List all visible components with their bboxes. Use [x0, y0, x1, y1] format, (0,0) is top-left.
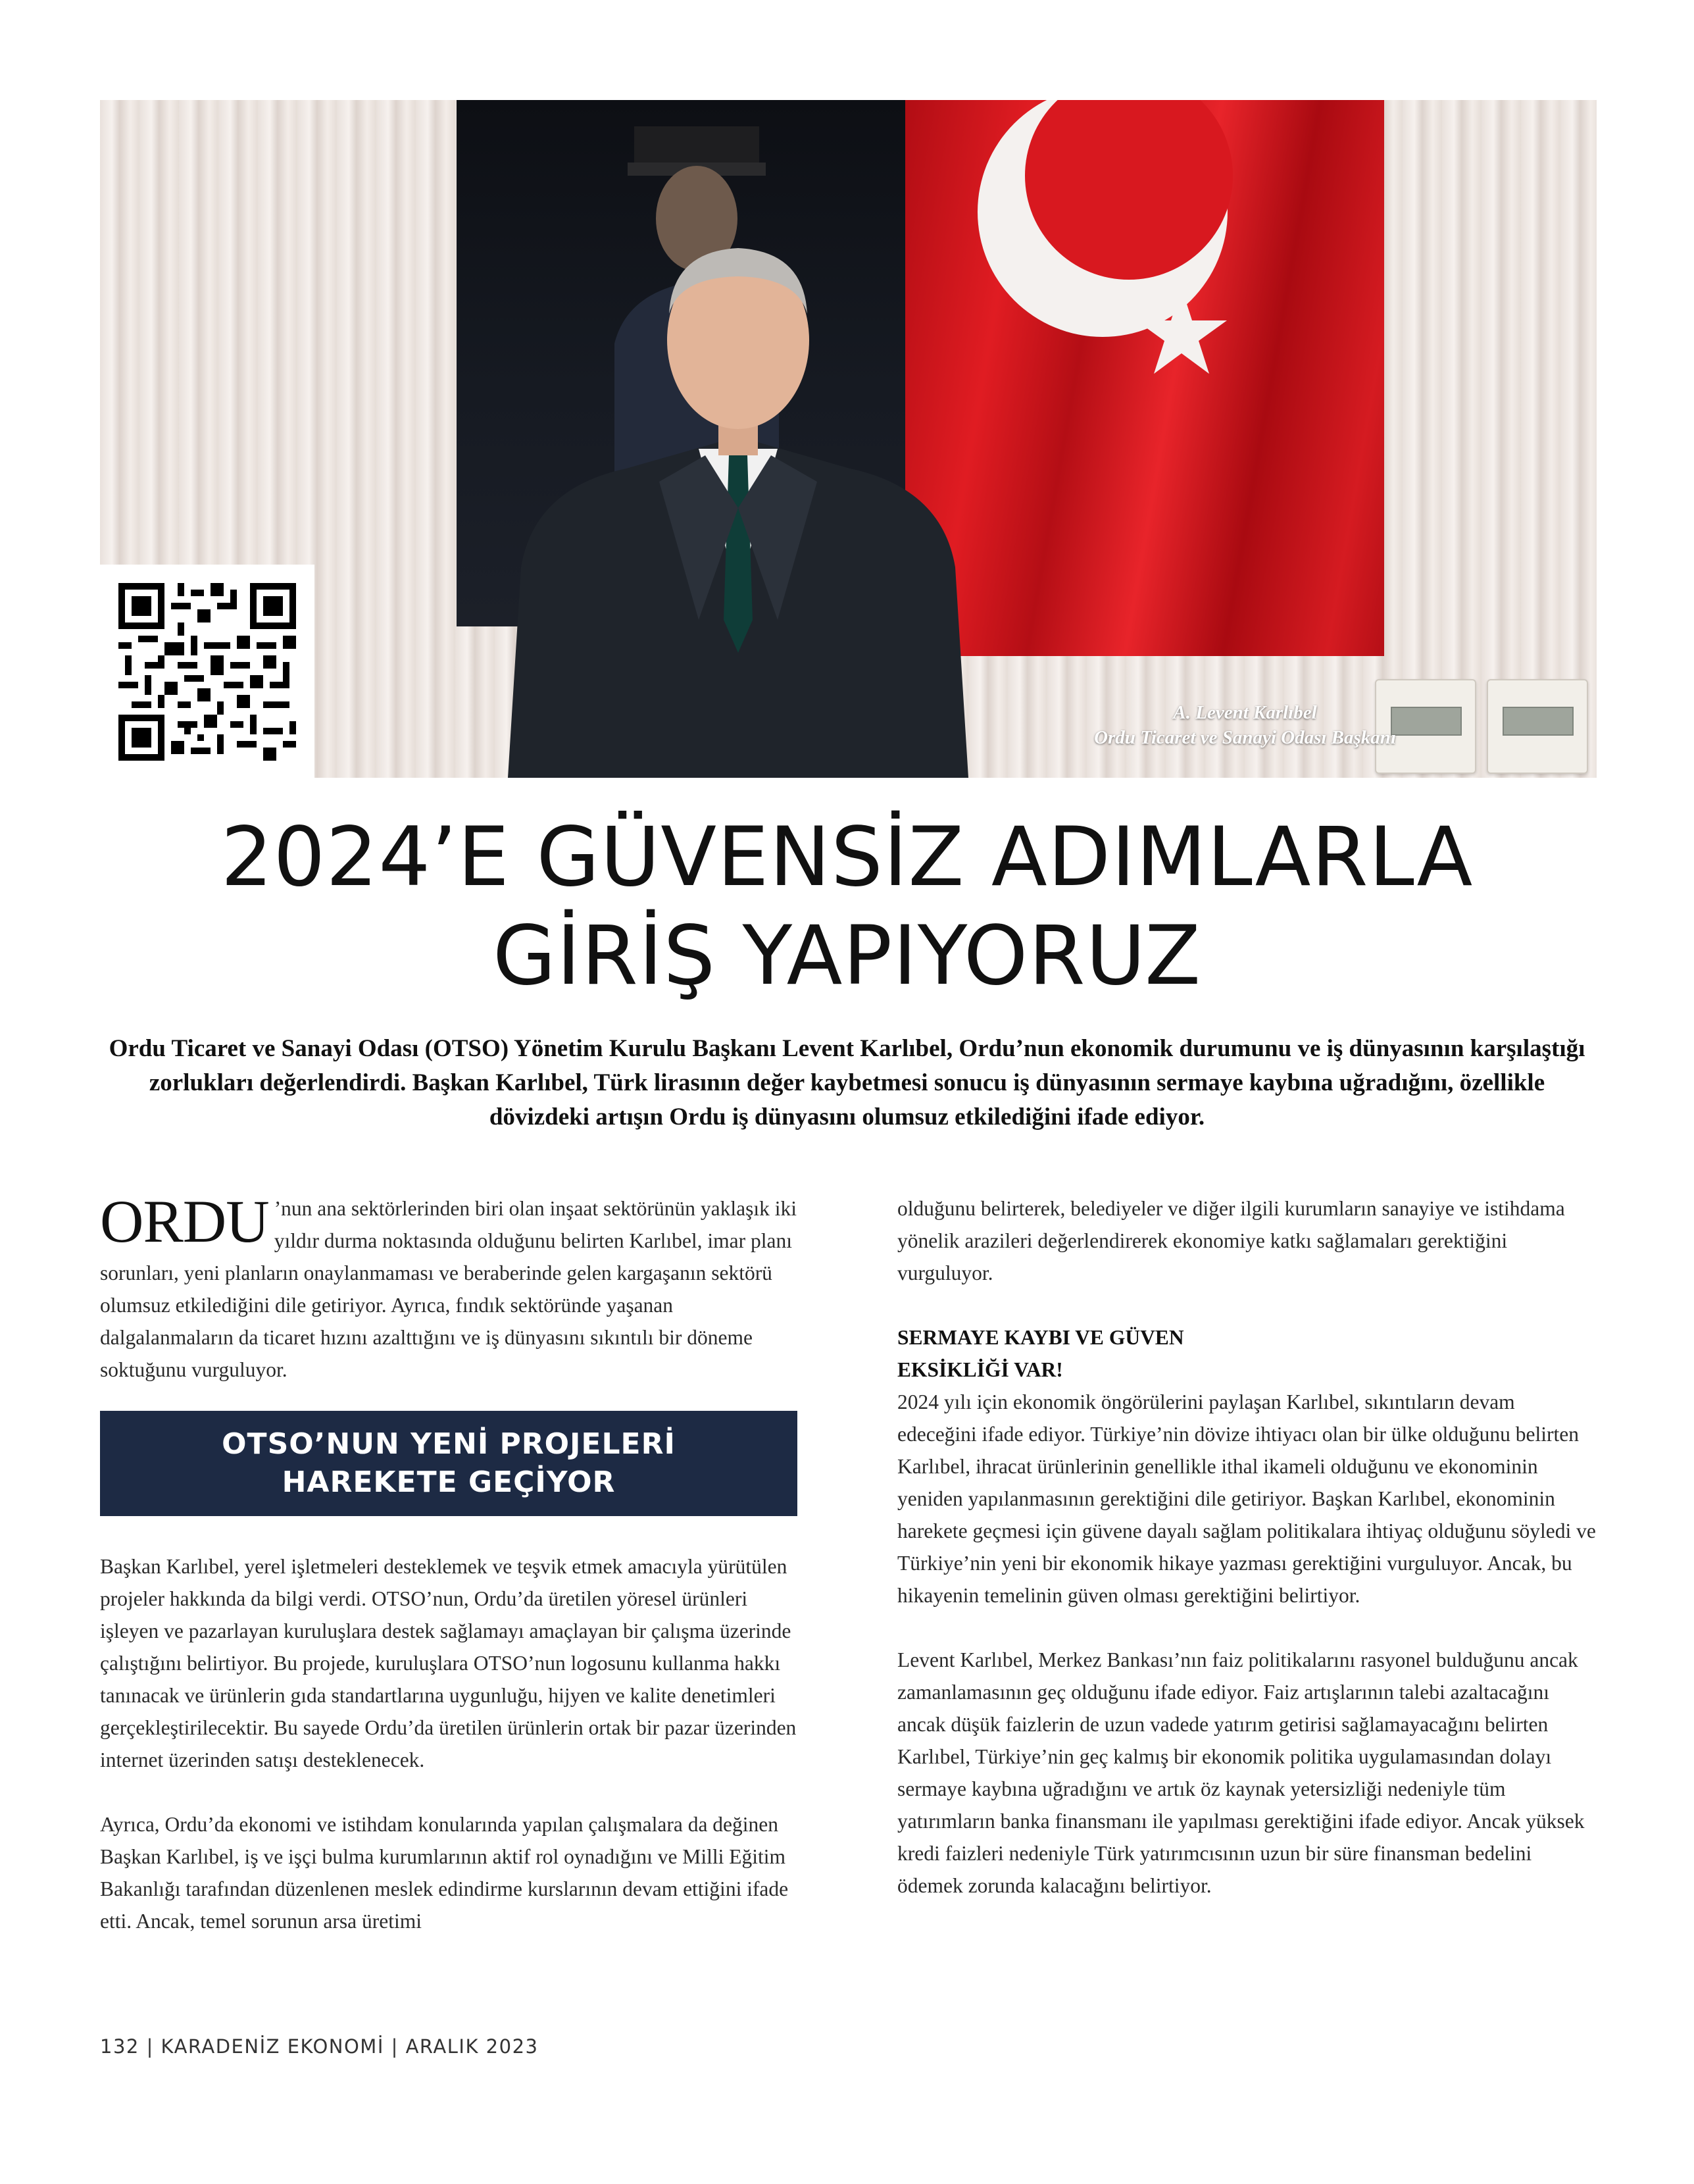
right-paragraph-2: 2024 yılı için ekonomik öngörülerini paylaşan Karlıbel, sıkıntıların devam edeceğini ifade ediyor. Türkiye’nin dövize ihtiyacı olan bir ülke olduğunu belirten Karlıbel, ihracat ürünlerinin genellikle ithal ikameli olduğunu ve ekonominin yeniden yapılanmasının gerektiğini dile getiriyor. Başkan Karlıbel, ekonominin harekete geçmesi için güvene dayalı sağlam politikalara ihtiyaç olduğunu söyledi ve Türkiye’nin yeni bir ekonomik hikaye yazması gerektiğini vurguluyor. Ancak, bu hikayenin temelinin güven olması gerektiğini belirtiyor. — [897, 1390, 1596, 1607]
crescent-star-icon — [905, 100, 1384, 656]
caption-role: Ordu Ticaret ve Sanayi Odası Başkanı — [1094, 727, 1396, 748]
page-footer: 132 | KARADENİZ EKONOMİ | ARALIK 2023 — [100, 2035, 539, 2058]
turkish-flag — [905, 100, 1384, 656]
left-paragraph-1-text: ’nun ana sektörlerinden biri olan inşaat sektörünün yaklaşık iki yıldır durma noktasında olduğunu belirten Karlıbel, imar planı sorunları, yeni planların onaylanmaması ve beraberinde gelen kargaşanın sektörü olumsuz etkilediğini dile getiriyor. Ayrıca, fındık sektöründe yaşanan dalgalanmaların da ticaret hızını azalttığını ve iş dünyasını sıkıntılı bir döneme soktuğunu vurguluyor. — [100, 1197, 797, 1381]
photo-caption — [1094, 700, 1396, 750]
banner-line-2: HAREKETE GEÇİYOR — [282, 1465, 616, 1499]
right-column — [897, 1192, 1596, 1902]
left-column-lower — [100, 1550, 797, 1937]
article-title — [0, 808, 1694, 1005]
left-paragraph-2: Başkan Karlıbel, yerel işletmeleri desteklemek ve teşvik etmek amacıyla yürütülen projeler hakkında da bilgi verdi. OTSO’nun, Ordu’da üretilen yöresel ürünleri işleyen ve pazarlayan kuruluşlara destek sağlamayı amaçlayan bir çalışma üzerinde çalıştığını belirtiyor. Bu projede, kuruluşlara OTSO’nun logosunu kullanma hakkı tanınacak ve ürünlerin gıda standartlarına uygunluğu, hijyen ve kalite denetimleri gerçekleştirilecektir. Bu sayede Ordu’da üretilen ürünlerin ortak bir pazar üzerinden internet üzerinden satışı desteklenecek. — [100, 1555, 797, 1771]
article-lead: Ordu Ticaret ve Sanayi Odası (OTSO) Yönetim Kurulu Başkanı Levent Karlıbel, Ordu’nun ekonomik durumunu ve iş dünyasının karşılaştığı zorlukları değerlendirdi. Başkan Karlıbel, Türk lirasının değer kaybetmesi sonucu iş dünyasının sermaye kaybına uğradığını, özellikle dövizdeki artışın Ordu iş dünyasını olumsuz etkilediğini ifade ediyor. — [109, 1035, 1585, 1130]
thermostat-right — [1487, 679, 1588, 774]
right-paragraph-3: Levent Karlıbel, Merkez Bankası’nın faiz politikalarını rasyonel bulduğunu ancak zamanlamasının geç olduğunu ifade ediyor. Faiz artışlarının talebi azaltacağını ancak düşük faizlerin de uzun vadede yatırım getirisi sağlamayacağını belirten Karlıbel, Türkiye’nin geç kalmış bir ekonomik politika uygulamasından dolayı sermaye kaybına uğradığını ve artık öz kaynak yetersizliği nedeniyle tüm yatırımların banka finansmanı ile yapılması gerektiğini ifade ediyor. Ancak yüksek kredi faizleri nedeniyle Türk yatırımcısının uzun bir süre finansman bedelini ödemek zorunda kalacağını belirtiyor. — [897, 1648, 1585, 1897]
section-banner — [100, 1411, 797, 1516]
speaker-photo-icon — [508, 199, 968, 778]
qr-code[interactable] — [100, 565, 314, 778]
caption-name: A. Levent Karlıbel — [1173, 702, 1317, 723]
banner-line-1: OTSO’NUN YENİ PROJELERİ — [222, 1427, 676, 1461]
left-paragraph-1 — [100, 1188, 797, 1386]
qr-code-icon — [118, 583, 296, 761]
left-column — [100, 1188, 797, 1386]
subhead-line-1: SERMAYE KAYBI VE GÜVEN — [897, 1326, 1184, 1349]
drop-cap: ORDU — [100, 1188, 269, 1255]
hero-photo — [100, 100, 1597, 778]
left-paragraph-3: Ayrıca, Ordu’da ekonomi ve istihdam konularında yapılan çalışmalara da değinen Başkan Karlıbel, iş ve işçi bulma kurumlarının aktif rol oynadığını ve Milli Eğitim Bakanlığı tarafından düzenlenen meslek edindirme kurslarının devam ettiğini ifade etti. Ancak, temel sorunun arsa üretimi — [100, 1813, 789, 1933]
right-paragraph-1: olduğunu belirterek, belediyeler ve diğer ilgili kurumların sanayiye ve istihdama yönelik arazileri değerlendirerek ekonomiye katkı sağlamaları gerektiğini vurguluyor. — [897, 1197, 1565, 1284]
title-line-2: GİRİŞ YAPIYORUZ — [492, 909, 1202, 1003]
subhead-line-2: EKSİKLİĞİ VAR! — [897, 1358, 1063, 1381]
right-subhead — [897, 1321, 1596, 1386]
title-line-1: 2024’E GÜVENSİZ ADIMLARLA — [220, 810, 1474, 905]
